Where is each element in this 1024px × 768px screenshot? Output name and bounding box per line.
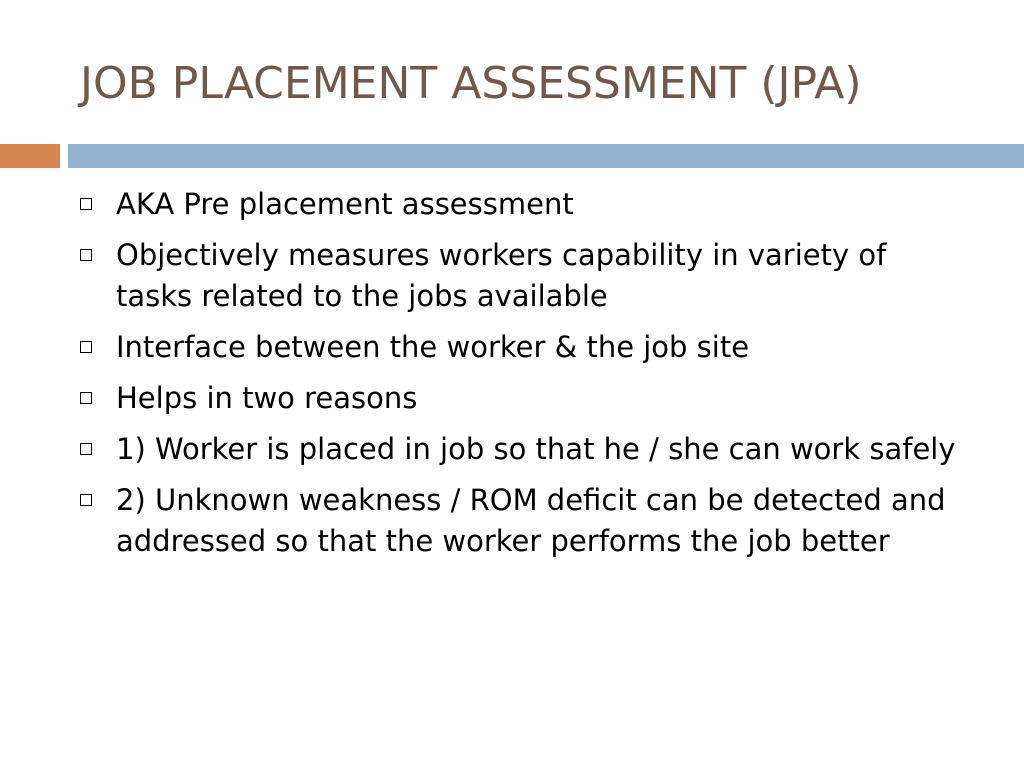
bullet-text: AKA Pre placement assessment	[116, 187, 574, 221]
bullet-text: Interface between the worker & the job site	[116, 330, 750, 364]
slide-title: JOB PLACEMENT ASSESSMENT (JPA)	[80, 58, 862, 109]
hollow-square-icon	[80, 249, 92, 261]
bullet-item	[80, 429, 960, 470]
bullet-item	[80, 235, 960, 317]
bullet-item	[80, 327, 960, 368]
hollow-square-icon	[80, 341, 92, 353]
accent-bar-orange	[0, 144, 60, 168]
bullet-list	[80, 184, 960, 572]
bullet-item	[80, 184, 960, 225]
hollow-square-icon	[80, 392, 92, 404]
bullet-text: 1) Worker is placed in job so that he / she can work safely	[116, 432, 956, 466]
bullet-text: 2) Unknown weakness / ROM deficit can be detected and addressed so that the worker performs the job better	[116, 483, 946, 558]
hollow-square-icon	[80, 494, 92, 506]
bullet-text: Helps in two reasons	[116, 381, 418, 415]
hollow-square-icon	[80, 198, 92, 210]
bullet-item	[80, 378, 960, 419]
bullet-item	[80, 480, 960, 562]
accent-bar-blue	[68, 144, 1024, 168]
bullet-text: Objectively measures workers capability in variety of tasks related to the jobs available	[116, 238, 887, 313]
hollow-square-icon	[80, 443, 92, 455]
